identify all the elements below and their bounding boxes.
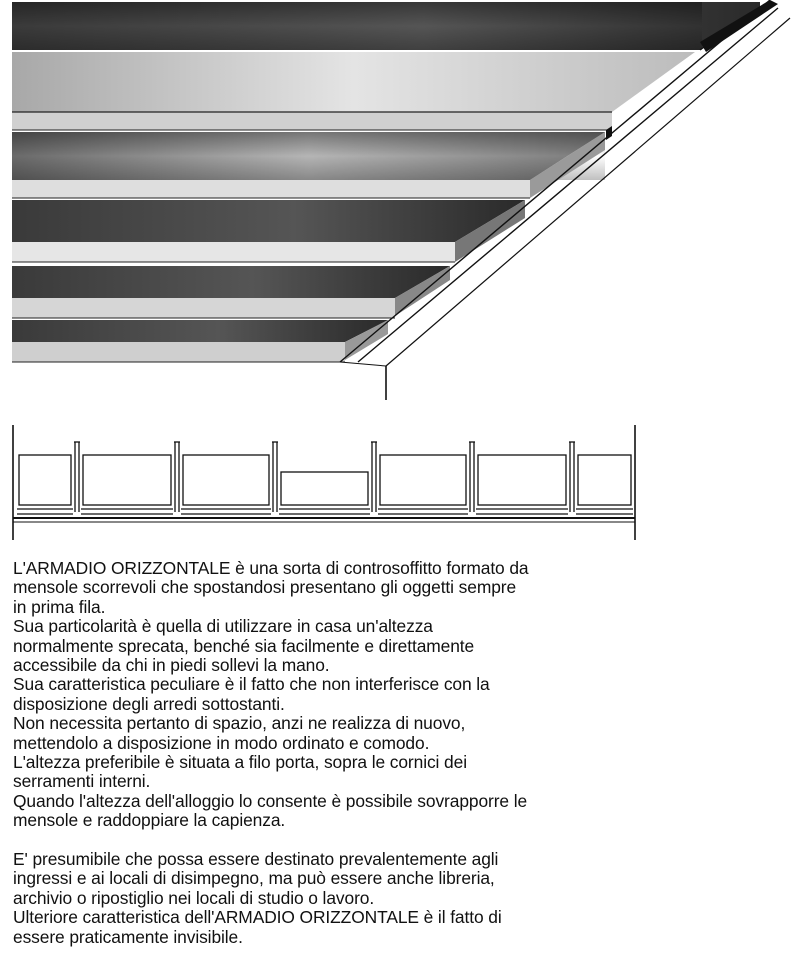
text-line: disposizione degli arredi sottostanti. (13, 693, 285, 714)
text-line: Non necessita pertanto di spazio, anzi ne realizza di nuovo, (13, 713, 466, 734)
text-line: mensole scorrevoli che spostandosi presentano gli oggetti sempre (13, 577, 517, 598)
description-paragraph-1 (13, 559, 653, 831)
section-stroke (578, 455, 631, 505)
paragraph-gap (13, 831, 653, 850)
description-text (13, 559, 653, 947)
text-line: L'altezza preferibile è situata a filo porta, sopra le cornici dei (13, 752, 467, 773)
text-line: accessibile da chi in piedi sollevi la mano. (13, 655, 330, 676)
ceiling-shelf-2 (12, 132, 605, 198)
section-stroke (478, 455, 566, 505)
section-stroke (183, 455, 269, 505)
text-line: serramenti interni. (13, 771, 151, 792)
ceiling-shelf-1 (12, 52, 695, 130)
text-line: mensole e raddoppiare la capienza. (13, 810, 286, 831)
text-line: Ulteriore caratteristica dell'ARMADIO ORIZZONTALE è il fatto di (13, 907, 502, 928)
text-line: in prima fila. (13, 596, 106, 617)
section-stroke (380, 455, 466, 505)
text-line: mettendolo a disposizione in modo ordinato e comodo. (13, 732, 430, 753)
text-line: L'ARMADIO ORIZZONTALE è una sorta di controsoffitto formato da (13, 558, 529, 578)
text-line: Sua caratteristica peculiare è il fatto che non interferisce con la (13, 674, 490, 695)
section-stroke (281, 472, 368, 505)
ceiling-shelf-5 (12, 320, 388, 362)
text-line: archivio o ripostiglio nei locali di studio o lavoro. (13, 887, 375, 908)
text-line: ingressi e ai locali di disimpegno, ma può essere anche libreria, (13, 868, 495, 889)
ceiling-shelf-3 (12, 200, 525, 262)
text-line: Sua particolarità è quella di utilizzare in casa un'altezza (13, 616, 433, 637)
text-line: normalmente sprecata, benché sia facilmente e direttamente (13, 635, 475, 656)
text-line: essere praticamente invisibile. (13, 926, 243, 947)
section-compartments (17, 442, 633, 514)
ceiling-shelf-top (12, 2, 760, 50)
section-stroke (19, 455, 71, 505)
cabinet-cross-section-drawing (0, 418, 795, 548)
section-lines (13, 425, 635, 540)
ceiling-cabinet-perspective-drawing (0, 0, 795, 405)
text-line: E' presumibile che possa essere destinato prevalentemente agli (13, 849, 499, 870)
section-stroke (83, 455, 171, 505)
text-line: Quando l'altezza dell'alloggio lo consente è possibile sovrapporre le (13, 790, 528, 811)
ceiling-shelf-4 (12, 266, 450, 318)
description-paragraph-2 (13, 850, 653, 947)
